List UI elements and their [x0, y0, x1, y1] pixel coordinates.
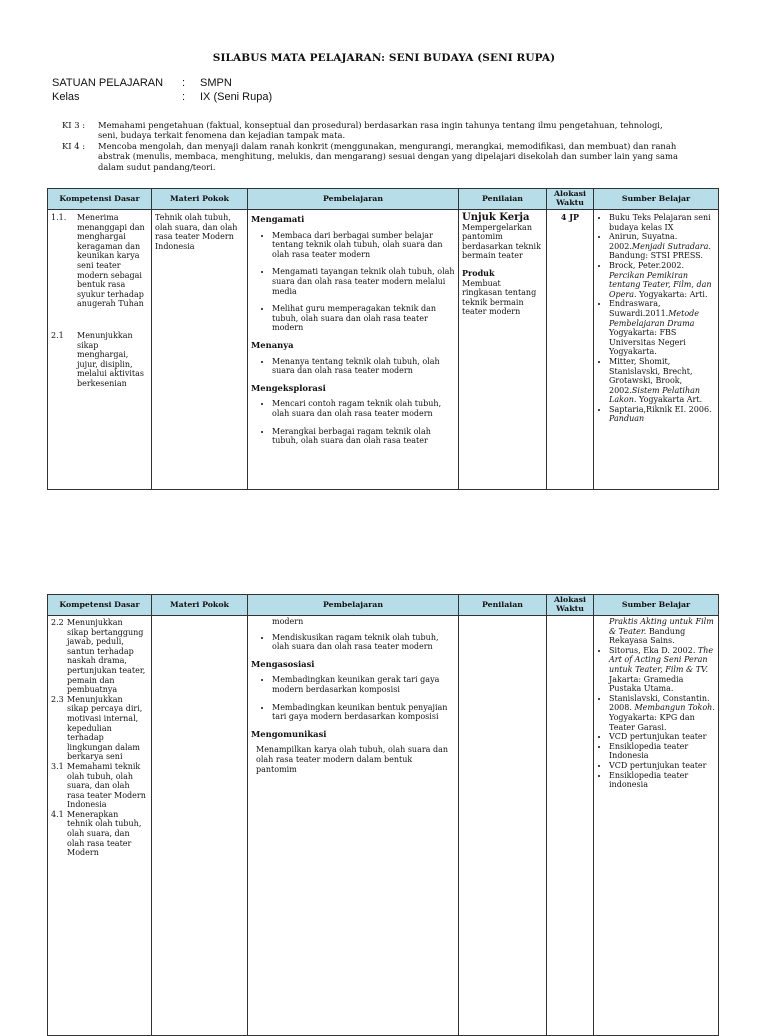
- sumber-text: Bandung Rekayasa Sains.: [609, 626, 686, 646]
- ki-code: KI 3 :: [62, 120, 86, 130]
- step-heading: Mengeksplorasi: [251, 382, 326, 393]
- kd-text: Menunjukkan sikap menghargai, jujur, disiplin, melalui aktivitas berkesenian: [77, 330, 145, 388]
- sumber-text: VCD pertunjukan teater: [609, 760, 707, 770]
- sumber-item: [609, 694, 715, 732]
- kd-item: [51, 810, 148, 858]
- step-item: • Mencari contoh ragam teknik olah tubuh, olah suara dan olah rasa teater modern: [272, 399, 455, 418]
- sumber-item: [609, 742, 715, 761]
- syllabus-table-2: [47, 594, 719, 1036]
- kd-item: [51, 618, 148, 695]
- sumber-text: Anirun, Suyatna. 2002.: [609, 232, 678, 251]
- alokasi-value: 4 JP: [560, 212, 580, 222]
- step-continuation: modern: [272, 617, 304, 626]
- step-item: • Mengamati tayangan teknik olah tubuh, olah suara dan olah rasa teater modern melalui media: [272, 267, 455, 296]
- header-kompetensi-dasar: Kompetensi Dasar: [48, 189, 152, 210]
- kd-number: 3.1: [51, 761, 64, 771]
- kd-text: Menunjukkan sikap bertanggung jawab, peduli, santun terhadap naskah drama, pertunjukan teater, pemain dan pembuatnya: [67, 618, 146, 695]
- sumber-text: The Art of Acting Seni Peran untuk Teater, Film & TV.: [609, 645, 714, 674]
- step-item: • Membaca dari berbagai sumber belajar tentang teknik olah tubuh, olah suara dan olah rasa teater modern: [272, 231, 455, 260]
- sumber-text: Jakarta: Gramedia Pustaka Utama.: [609, 674, 684, 694]
- step-item: • Membadingkan keunikan bentuk penyajian tari gaya modern berdasarkan komposisi: [272, 703, 455, 722]
- kd-text: Memahami teknik olah tubuh, olah suara, dan olah rasa teater Modern Indonesia: [67, 761, 146, 810]
- penilaian-heading: Unjuk Kerja: [462, 212, 530, 223]
- meta-sep: :: [182, 91, 186, 103]
- sumber-item: [609, 299, 715, 357]
- cell-penilaian: [459, 616, 547, 1036]
- header-alokasi-waktu: Alokasi Waktu: [547, 595, 594, 616]
- sumber-text: Sitorus, Eka D. 2002.: [609, 645, 698, 655]
- kd-number: 4.1: [51, 809, 64, 819]
- sumber-item: [609, 357, 715, 405]
- cell-materi-pokok: [152, 616, 248, 1036]
- sumber-list: [597, 646, 715, 790]
- kd-item: [51, 762, 148, 810]
- step-text: Menampilkan karya olah tubuh, olah suara dan olah rasa teater modern dalam bentuk pantomim: [256, 745, 449, 774]
- sumber-item: [609, 261, 715, 299]
- sumber-text: Mitter, Shomit, Stanislavski, Brecht, Grotawski, Brook, 2002.: [609, 356, 693, 395]
- kd-item: [51, 331, 148, 389]
- sumber-text: Endraswara, Suwardi.2011.: [609, 299, 669, 318]
- step-item: • Menanya tentang teknik olah tubuh, olah suara dan olah rasa teater modern: [272, 357, 455, 376]
- header-penilaian: Penilaian: [459, 595, 547, 616]
- kd-item: [51, 213, 148, 309]
- step-item: • Mendiskusikan ragam teknik olah tubuh, olah suara dan olah rasa teater modern: [272, 633, 455, 652]
- sumber-text: Buku Teks Pelajaran seni budaya kelas IX: [609, 213, 711, 232]
- sumber-text: Yogyakarta: KPG dan Teater Garasi.: [609, 712, 695, 732]
- sumber-item: [609, 213, 715, 232]
- sumber-text: Yogyakarta: FBS Universitas Negeri Yogyakarta.: [609, 328, 686, 357]
- syllabus-table-1: [47, 188, 719, 490]
- sumber-item: [609, 405, 715, 424]
- header-materi-pokok: Materi Pokok: [152, 595, 248, 616]
- penilaian-heading: Produk: [462, 267, 495, 278]
- sumber-text: Ensiklopedia teater indonesia: [609, 770, 689, 790]
- ki-code: KI 4 :: [62, 140, 86, 151]
- sumber-text: Sistem Pelatihan Lakon.: [609, 385, 701, 405]
- meta-sep: :: [182, 77, 186, 89]
- cell-kompetensi-dasar: [48, 210, 152, 490]
- step-item: • Melihat guru memperagakan teknik dan tubuh, olah suara dan olah rasa teater modern: [272, 304, 455, 333]
- sumber-text: Percikan Pemikiran tentang Teater, Film, dan Opera.: [609, 270, 712, 299]
- step-list: [251, 357, 455, 376]
- sumber-list: [597, 213, 715, 424]
- kd-number: 1.1.: [51, 213, 67, 222]
- kd-item: [51, 695, 148, 762]
- header-kompetensi-dasar: Kompetensi Dasar: [48, 595, 152, 616]
- step-heading: Menanya: [251, 339, 294, 350]
- kd-text: Menerapkan tehnik olah tubuh, olah suara, dan olah rasa teater Modern: [67, 809, 142, 858]
- cell-alokasi-waktu: [547, 616, 594, 1036]
- meta-value: IX (Seni Rupa): [200, 91, 273, 103]
- sumber-text: Panduan: [609, 414, 645, 424]
- step-list: [251, 633, 455, 652]
- header-penilaian: Penilaian: [459, 189, 547, 210]
- penilaian-text: Mempergelarkan pantomim berdasarkan teknik bermain teater: [462, 222, 541, 261]
- step-list: [251, 675, 455, 721]
- cell-sumber-belajar: [594, 616, 719, 1036]
- sumber-item: [609, 646, 715, 694]
- step-list: [251, 231, 455, 333]
- cell-sumber-belajar: [594, 210, 719, 490]
- sumber-text: Metode Pembelajaran Drama: [609, 308, 700, 328]
- ki-item: [62, 141, 682, 172]
- step-item: • Membadingkan keunikan gerak tari gaya modern berdasarkan komposisi: [272, 675, 455, 694]
- header-alokasi-waktu: Alokasi Waktu: [547, 189, 594, 210]
- header-sumber-belajar: Sumber Belajar: [594, 189, 719, 210]
- header-sumber-belajar: Sumber Belajar: [594, 595, 719, 616]
- sumber-item: [609, 732, 715, 742]
- step-heading: Mengomunikasi: [251, 728, 327, 739]
- meta-label: SATUAN PELAJARAN: [52, 77, 164, 89]
- sumber-text: Menjadi Sutradara.: [631, 241, 711, 251]
- sumber-text: Membangun Tokoh.: [634, 703, 715, 713]
- ki-item: [62, 120, 682, 141]
- penilaian-text: Membuat ringkasan tentang teknik bermain teater modern: [462, 278, 537, 317]
- sumber-item: [609, 771, 715, 790]
- sumber-text: Yogyakarta: Arti.: [636, 289, 708, 299]
- kd-text: Menerima menanggapi dan menghargai keragaman dan keunikan karya seni teater modern sebagai bentuk rasa syukur terhadap anugerah Tuhan: [77, 213, 145, 309]
- sumber-text: VCD pertunjukan teater: [609, 732, 707, 742]
- header-pembelajaran: Pembelajaran: [248, 595, 459, 616]
- meta-row-satuan: [0, 77, 768, 90]
- kd-number: 2.1: [51, 330, 64, 340]
- materi-text: Tehnik olah tubuh, olah suara, dan olah rasa teater Modern Indonesia: [155, 213, 238, 251]
- kd-number: 2.2: [51, 618, 64, 627]
- sumber-text: Bandung: STSI PRESS.: [609, 251, 703, 261]
- cell-materi-pokok: [152, 210, 248, 490]
- step-heading: Mengasosiasi: [251, 658, 315, 669]
- cell-alokasi-waktu: [547, 210, 594, 490]
- header-pembelajaran: Pembelajaran: [248, 189, 459, 210]
- kd-number: 2.3: [51, 694, 64, 704]
- header-materi-pokok: Materi Pokok: [152, 189, 248, 210]
- step-item: • Merangkai berbagai ragam teknik olah tubuh, olah suara dan olah rasa teater: [272, 427, 455, 446]
- sumber-text: Saptaria,Riknik EI. 2006.: [609, 404, 712, 414]
- sumber-text: Yogyakarta Art.: [636, 395, 703, 405]
- meta-row-kelas: [0, 91, 768, 104]
- kd-text: Menunjukkan sikap percaya diri, motivasi internal, kepedulian terhadap lingkungan dalam berkarya seni: [67, 694, 143, 762]
- meta-value: SMPN: [200, 77, 232, 89]
- cell-pembelajaran: [248, 210, 459, 490]
- cell-pembelajaran: [248, 616, 459, 1036]
- ki-text: Mencoba mengolah, dan menyaji dalam ranah konkrit (menggunakan, mengurangi, merangkai, memodifikasi, dan membuat) dan ranah abstrak (menulis, membaca, menghitung, melukis, dan mengarang) sesuai dengan yang dipelajari disekolah dan sumber lain yang sama dalam sudut pandang/teori.: [98, 140, 678, 172]
- cell-kompetensi-dasar: [48, 616, 152, 1036]
- sumber-text: Brock, Peter.2002.: [609, 260, 685, 270]
- step-heading: Mengamati: [251, 214, 305, 224]
- cell-penilaian: [459, 210, 547, 490]
- document-title: SILABUS MATA PELAJARAN: SENI BUDAYA (SENI RUPA): [212, 52, 556, 64]
- kompetensi-inti: [62, 120, 682, 172]
- sumber-item: [609, 232, 715, 261]
- sumber-text: Stanislavski, Constantin. 2008.: [609, 693, 710, 713]
- sumber-item: [609, 761, 715, 771]
- sumber-text: Praktis Akting untuk Film & Teater.: [609, 617, 714, 636]
- sumber-continuation: [597, 617, 715, 646]
- ki-text: Memahami pengetahuan (faktual, konseptual dan prosedural) berdasarkan rasa ingin tahunya tentang ilmu pengetahuan, tehnologi, seni, budaya terkait fenomena dan kejadian tampak mata.: [98, 120, 663, 141]
- sumber-text: Ensiklopedia teater Indonesia: [609, 741, 689, 761]
- meta-label: Kelas: [52, 91, 80, 103]
- step-list: [251, 399, 455, 445]
